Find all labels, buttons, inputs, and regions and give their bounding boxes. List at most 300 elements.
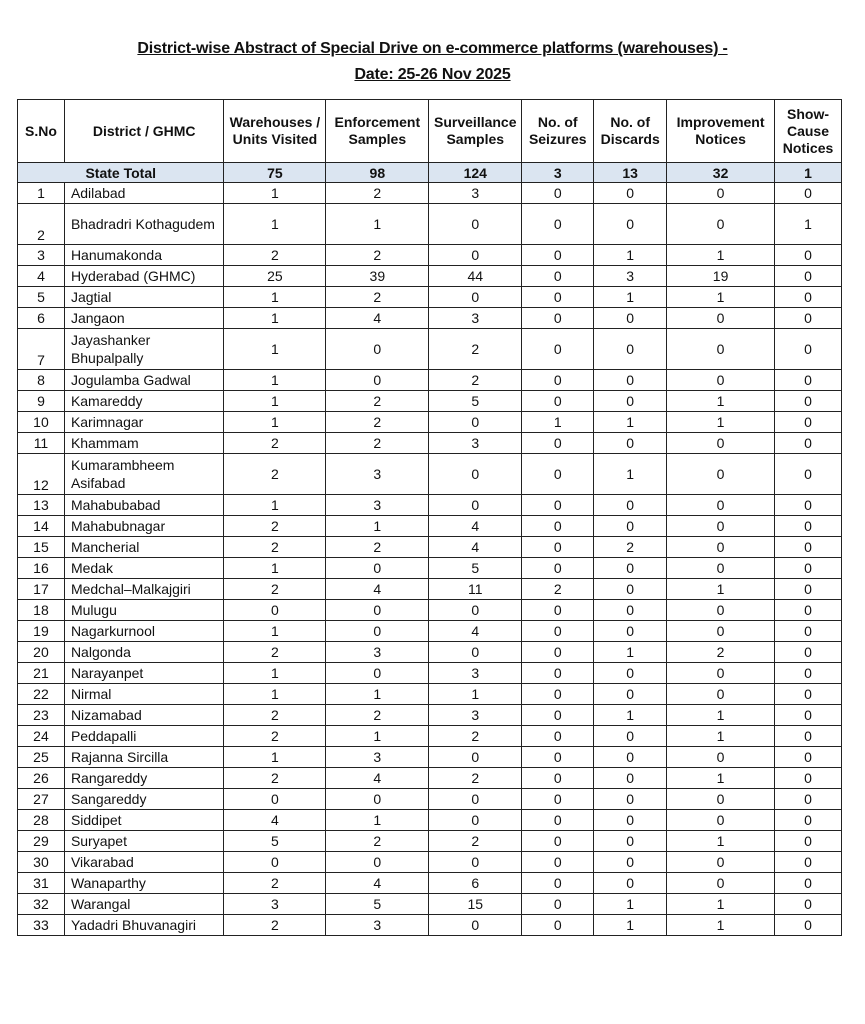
total-discards: 13 xyxy=(594,163,667,183)
cell-surveillance-samples: 44 xyxy=(429,266,522,287)
cell-show-cause-notices: 0 xyxy=(775,183,842,204)
cell-improvement-notices: 0 xyxy=(667,558,775,579)
cell-discards: 0 xyxy=(594,516,667,537)
cell-warehouses-visited: 5 xyxy=(224,831,326,852)
cell-seizures: 0 xyxy=(522,495,594,516)
cell-seizures: 0 xyxy=(522,558,594,579)
cell-improvement-notices: 0 xyxy=(667,747,775,768)
cell-seizures: 0 xyxy=(522,287,594,308)
cell-district-name: Jangaon xyxy=(64,308,224,329)
cell-warehouses-visited: 1 xyxy=(224,183,326,204)
cell-improvement-notices: 0 xyxy=(667,370,775,391)
cell-sno: 22 xyxy=(18,684,65,705)
cell-seizures: 1 xyxy=(522,412,594,433)
total-surveillance-samples: 124 xyxy=(429,163,522,183)
cell-show-cause-notices: 0 xyxy=(775,894,842,915)
cell-show-cause-notices: 1 xyxy=(775,204,842,245)
cell-enforcement-samples: 3 xyxy=(326,642,429,663)
cell-discards: 1 xyxy=(594,245,667,266)
cell-seizures: 0 xyxy=(522,831,594,852)
cell-surveillance-samples: 2 xyxy=(429,768,522,789)
cell-warehouses-visited: 1 xyxy=(224,412,326,433)
table-row xyxy=(18,621,842,642)
cell-show-cause-notices: 0 xyxy=(775,308,842,329)
table-row xyxy=(18,768,842,789)
cell-enforcement-samples: 4 xyxy=(326,768,429,789)
cell-warehouses-visited: 0 xyxy=(224,789,326,810)
cell-surveillance-samples: 0 xyxy=(429,747,522,768)
cell-surveillance-samples: 0 xyxy=(429,412,522,433)
cell-surveillance-samples: 4 xyxy=(429,537,522,558)
cell-improvement-notices: 0 xyxy=(667,433,775,454)
cell-district-name: Wanaparthy xyxy=(64,873,224,894)
cell-show-cause-notices: 0 xyxy=(775,747,842,768)
cell-seizures: 0 xyxy=(522,204,594,245)
cell-warehouses-visited: 1 xyxy=(224,287,326,308)
table-row xyxy=(18,915,842,936)
cell-seizures: 0 xyxy=(522,642,594,663)
cell-enforcement-samples: 1 xyxy=(326,726,429,747)
cell-discards: 0 xyxy=(594,726,667,747)
header-row xyxy=(18,100,842,163)
table-row xyxy=(18,558,842,579)
cell-show-cause-notices: 0 xyxy=(775,287,842,308)
cell-sno: 23 xyxy=(18,705,65,726)
cell-sno: 32 xyxy=(18,894,65,915)
cell-district-name: Kumarambheem Asifabad xyxy=(64,454,224,495)
cell-show-cause-notices: 0 xyxy=(775,684,842,705)
cell-enforcement-samples: 4 xyxy=(326,579,429,600)
cell-district-name: Rajanna Sircilla xyxy=(64,747,224,768)
cell-discards: 3 xyxy=(594,266,667,287)
cell-sno: 9 xyxy=(18,391,65,412)
cell-surveillance-samples: 2 xyxy=(429,726,522,747)
cell-surveillance-samples: 5 xyxy=(429,558,522,579)
header-sno: S.No xyxy=(18,100,65,163)
cell-improvement-notices: 1 xyxy=(667,915,775,936)
cell-seizures: 0 xyxy=(522,621,594,642)
cell-discards: 0 xyxy=(594,831,667,852)
cell-sno: 20 xyxy=(18,642,65,663)
cell-surveillance-samples: 5 xyxy=(429,391,522,412)
cell-improvement-notices: 0 xyxy=(667,537,775,558)
cell-seizures: 2 xyxy=(522,579,594,600)
total-warehouses-visited: 75 xyxy=(224,163,326,183)
cell-discards: 0 xyxy=(594,329,667,370)
cell-district-name: Karimnagar xyxy=(64,412,224,433)
cell-district-name: Siddipet xyxy=(64,810,224,831)
cell-show-cause-notices: 0 xyxy=(775,433,842,454)
cell-improvement-notices: 0 xyxy=(667,789,775,810)
cell-enforcement-samples: 5 xyxy=(326,894,429,915)
cell-seizures: 0 xyxy=(522,266,594,287)
cell-enforcement-samples: 2 xyxy=(326,412,429,433)
header-warehouses-visited: Warehouses / Units Visited xyxy=(224,100,326,163)
cell-improvement-notices: 1 xyxy=(667,391,775,412)
district-abstract-table xyxy=(17,99,842,936)
cell-surveillance-samples: 2 xyxy=(429,370,522,391)
cell-surveillance-samples: 3 xyxy=(429,308,522,329)
table-row xyxy=(18,433,842,454)
cell-district-name: Jagtial xyxy=(64,287,224,308)
cell-discards: 1 xyxy=(594,412,667,433)
title-line-2: Date: 25-26 Nov 2025 xyxy=(354,66,511,83)
header-district: District / GHMC xyxy=(64,100,224,163)
cell-warehouses-visited: 2 xyxy=(224,915,326,936)
cell-sno: 31 xyxy=(18,873,65,894)
cell-sno: 3 xyxy=(18,245,65,266)
cell-district-name: Medchal–Malkajgiri xyxy=(64,579,224,600)
cell-show-cause-notices: 0 xyxy=(775,370,842,391)
cell-district-name: Khammam xyxy=(64,433,224,454)
cell-sno: 29 xyxy=(18,831,65,852)
cell-enforcement-samples: 3 xyxy=(326,495,429,516)
cell-discards: 0 xyxy=(594,308,667,329)
cell-enforcement-samples: 2 xyxy=(326,391,429,412)
document-title xyxy=(0,36,865,88)
cell-sno: 17 xyxy=(18,579,65,600)
cell-district-name: Hanumakonda xyxy=(64,245,224,266)
cell-enforcement-samples: 4 xyxy=(326,873,429,894)
cell-sno: 1 xyxy=(18,183,65,204)
cell-show-cause-notices: 0 xyxy=(775,768,842,789)
cell-seizures: 0 xyxy=(522,245,594,266)
cell-seizures: 0 xyxy=(522,768,594,789)
cell-district-name: Medak xyxy=(64,558,224,579)
cell-warehouses-visited: 0 xyxy=(224,852,326,873)
cell-enforcement-samples: 0 xyxy=(326,600,429,621)
cell-surveillance-samples: 4 xyxy=(429,516,522,537)
cell-district-name: Bhadradri Kothagudem xyxy=(64,204,224,245)
cell-show-cause-notices: 0 xyxy=(775,705,842,726)
cell-warehouses-visited: 2 xyxy=(224,245,326,266)
cell-show-cause-notices: 0 xyxy=(775,495,842,516)
cell-improvement-notices: 0 xyxy=(667,600,775,621)
cell-improvement-notices: 0 xyxy=(667,852,775,873)
table-row xyxy=(18,600,842,621)
cell-show-cause-notices: 0 xyxy=(775,642,842,663)
cell-warehouses-visited: 2 xyxy=(224,873,326,894)
cell-discards: 1 xyxy=(594,915,667,936)
cell-improvement-notices: 0 xyxy=(667,663,775,684)
cell-warehouses-visited: 2 xyxy=(224,705,326,726)
cell-discards: 0 xyxy=(594,768,667,789)
cell-warehouses-visited: 1 xyxy=(224,370,326,391)
cell-enforcement-samples: 2 xyxy=(326,287,429,308)
cell-warehouses-visited: 2 xyxy=(224,768,326,789)
cell-show-cause-notices: 0 xyxy=(775,663,842,684)
cell-surveillance-samples: 0 xyxy=(429,245,522,266)
cell-warehouses-visited: 2 xyxy=(224,537,326,558)
table-row xyxy=(18,705,842,726)
table-row xyxy=(18,831,842,852)
cell-discards: 0 xyxy=(594,391,667,412)
cell-improvement-notices: 1 xyxy=(667,894,775,915)
table-row xyxy=(18,329,842,370)
cell-warehouses-visited: 1 xyxy=(224,308,326,329)
cell-sno: 30 xyxy=(18,852,65,873)
cell-warehouses-visited: 3 xyxy=(224,894,326,915)
cell-warehouses-visited: 1 xyxy=(224,663,326,684)
cell-enforcement-samples: 1 xyxy=(326,204,429,245)
table-row xyxy=(18,287,842,308)
cell-seizures: 0 xyxy=(522,894,594,915)
cell-sno: 21 xyxy=(18,663,65,684)
cell-show-cause-notices: 0 xyxy=(775,329,842,370)
header-discards: No. of Discards xyxy=(594,100,667,163)
cell-enforcement-samples: 0 xyxy=(326,621,429,642)
cell-discards: 0 xyxy=(594,204,667,245)
cell-warehouses-visited: 1 xyxy=(224,204,326,245)
cell-district-name: Mulugu xyxy=(64,600,224,621)
state-total-row xyxy=(18,163,842,183)
cell-enforcement-samples: 2 xyxy=(326,705,429,726)
cell-surveillance-samples: 2 xyxy=(429,329,522,370)
table-row xyxy=(18,183,842,204)
cell-sno: 27 xyxy=(18,789,65,810)
table-row xyxy=(18,810,842,831)
cell-district-name: Yadadri Bhuvanagiri xyxy=(64,915,224,936)
cell-seizures: 0 xyxy=(522,391,594,412)
cell-improvement-notices: 0 xyxy=(667,873,775,894)
cell-show-cause-notices: 0 xyxy=(775,391,842,412)
cell-improvement-notices: 0 xyxy=(667,516,775,537)
cell-warehouses-visited: 4 xyxy=(224,810,326,831)
cell-improvement-notices: 0 xyxy=(667,329,775,370)
cell-enforcement-samples: 1 xyxy=(326,810,429,831)
cell-sno: 12 xyxy=(18,454,65,495)
cell-district-name: Mahabubnagar xyxy=(64,516,224,537)
cell-district-name: Peddapalli xyxy=(64,726,224,747)
cell-show-cause-notices: 0 xyxy=(775,873,842,894)
cell-seizures: 0 xyxy=(522,433,594,454)
cell-district-name: Nalgonda xyxy=(64,642,224,663)
cell-show-cause-notices: 0 xyxy=(775,852,842,873)
cell-improvement-notices: 0 xyxy=(667,495,775,516)
cell-improvement-notices: 0 xyxy=(667,308,775,329)
cell-improvement-notices: 1 xyxy=(667,705,775,726)
cell-surveillance-samples: 0 xyxy=(429,454,522,495)
cell-warehouses-visited: 0 xyxy=(224,600,326,621)
cell-improvement-notices: 2 xyxy=(667,642,775,663)
cell-surveillance-samples: 3 xyxy=(429,433,522,454)
cell-discards: 0 xyxy=(594,621,667,642)
cell-enforcement-samples: 0 xyxy=(326,852,429,873)
cell-improvement-notices: 0 xyxy=(667,454,775,495)
cell-enforcement-samples: 0 xyxy=(326,370,429,391)
table-row xyxy=(18,663,842,684)
cell-district-name: Nagarkurnool xyxy=(64,621,224,642)
cell-surveillance-samples: 0 xyxy=(429,287,522,308)
cell-surveillance-samples: 0 xyxy=(429,495,522,516)
cell-sno: 28 xyxy=(18,810,65,831)
cell-surveillance-samples: 15 xyxy=(429,894,522,915)
cell-enforcement-samples: 0 xyxy=(326,329,429,370)
cell-enforcement-samples: 2 xyxy=(326,433,429,454)
cell-district-name: Rangareddy xyxy=(64,768,224,789)
cell-enforcement-samples: 1 xyxy=(326,516,429,537)
cell-warehouses-visited: 1 xyxy=(224,391,326,412)
cell-seizures: 0 xyxy=(522,600,594,621)
cell-sno: 8 xyxy=(18,370,65,391)
state-total-label: State Total xyxy=(18,163,224,183)
cell-seizures: 0 xyxy=(522,684,594,705)
cell-surveillance-samples: 3 xyxy=(429,663,522,684)
cell-discards: 0 xyxy=(594,370,667,391)
header-seizures: No. of Seizures xyxy=(522,100,594,163)
cell-warehouses-visited: 1 xyxy=(224,621,326,642)
cell-surveillance-samples: 6 xyxy=(429,873,522,894)
table-row xyxy=(18,579,842,600)
cell-improvement-notices: 1 xyxy=(667,726,775,747)
cell-discards: 1 xyxy=(594,454,667,495)
cell-sno: 26 xyxy=(18,768,65,789)
cell-seizures: 0 xyxy=(522,329,594,370)
cell-sno: 7 xyxy=(18,329,65,370)
cell-sno: 14 xyxy=(18,516,65,537)
cell-sno: 33 xyxy=(18,915,65,936)
cell-surveillance-samples: 0 xyxy=(429,642,522,663)
cell-show-cause-notices: 0 xyxy=(775,412,842,433)
cell-discards: 0 xyxy=(594,433,667,454)
total-show-cause-notices: 1 xyxy=(775,163,842,183)
cell-warehouses-visited: 2 xyxy=(224,433,326,454)
cell-enforcement-samples: 2 xyxy=(326,245,429,266)
cell-discards: 0 xyxy=(594,558,667,579)
table-row xyxy=(18,852,842,873)
table-row xyxy=(18,204,842,245)
cell-show-cause-notices: 0 xyxy=(775,537,842,558)
cell-seizures: 0 xyxy=(522,810,594,831)
cell-improvement-notices: 1 xyxy=(667,412,775,433)
cell-improvement-notices: 0 xyxy=(667,183,775,204)
cell-enforcement-samples: 3 xyxy=(326,747,429,768)
cell-surveillance-samples: 11 xyxy=(429,579,522,600)
cell-warehouses-visited: 1 xyxy=(224,495,326,516)
cell-sno: 4 xyxy=(18,266,65,287)
cell-district-name: Mahabubabad xyxy=(64,495,224,516)
cell-sno: 10 xyxy=(18,412,65,433)
cell-surveillance-samples: 3 xyxy=(429,705,522,726)
cell-sno: 19 xyxy=(18,621,65,642)
cell-improvement-notices: 1 xyxy=(667,831,775,852)
cell-seizures: 0 xyxy=(522,537,594,558)
cell-show-cause-notices: 0 xyxy=(775,621,842,642)
cell-district-name: Mancherial xyxy=(64,537,224,558)
cell-show-cause-notices: 0 xyxy=(775,831,842,852)
cell-show-cause-notices: 0 xyxy=(775,266,842,287)
table-row xyxy=(18,642,842,663)
table-row xyxy=(18,370,842,391)
cell-discards: 0 xyxy=(594,495,667,516)
cell-enforcement-samples: 0 xyxy=(326,558,429,579)
cell-district-name: Jogulamba Gadwal xyxy=(64,370,224,391)
cell-district-name: Vikarabad xyxy=(64,852,224,873)
cell-improvement-notices: 0 xyxy=(667,684,775,705)
cell-improvement-notices: 0 xyxy=(667,204,775,245)
cell-seizures: 0 xyxy=(522,915,594,936)
cell-improvement-notices: 0 xyxy=(667,810,775,831)
cell-show-cause-notices: 0 xyxy=(775,245,842,266)
cell-improvement-notices: 1 xyxy=(667,768,775,789)
cell-discards: 0 xyxy=(594,579,667,600)
cell-discards: 1 xyxy=(594,705,667,726)
cell-surveillance-samples: 3 xyxy=(429,183,522,204)
cell-district-name: Kamareddy xyxy=(64,391,224,412)
cell-discards: 0 xyxy=(594,600,667,621)
cell-surveillance-samples: 0 xyxy=(429,789,522,810)
cell-sno: 13 xyxy=(18,495,65,516)
cell-show-cause-notices: 0 xyxy=(775,600,842,621)
cell-district-name: Nirmal xyxy=(64,684,224,705)
cell-discards: 0 xyxy=(594,684,667,705)
header-improvement-notices: Improvement Notices xyxy=(667,100,775,163)
cell-sno: 6 xyxy=(18,308,65,329)
cell-discards: 1 xyxy=(594,642,667,663)
table-row xyxy=(18,537,842,558)
cell-sno: 11 xyxy=(18,433,65,454)
cell-seizures: 0 xyxy=(522,516,594,537)
cell-seizures: 0 xyxy=(522,726,594,747)
cell-discards: 0 xyxy=(594,747,667,768)
cell-show-cause-notices: 0 xyxy=(775,726,842,747)
table-row xyxy=(18,789,842,810)
cell-enforcement-samples: 1 xyxy=(326,684,429,705)
table-row xyxy=(18,516,842,537)
table-row xyxy=(18,308,842,329)
cell-surveillance-samples: 2 xyxy=(429,831,522,852)
cell-surveillance-samples: 0 xyxy=(429,915,522,936)
cell-discards: 1 xyxy=(594,287,667,308)
cell-show-cause-notices: 0 xyxy=(775,810,842,831)
cell-improvement-notices: 1 xyxy=(667,245,775,266)
cell-seizures: 0 xyxy=(522,747,594,768)
cell-show-cause-notices: 0 xyxy=(775,789,842,810)
cell-show-cause-notices: 0 xyxy=(775,516,842,537)
cell-enforcement-samples: 4 xyxy=(326,308,429,329)
cell-sno: 2 xyxy=(18,204,65,245)
cell-discards: 2 xyxy=(594,537,667,558)
cell-warehouses-visited: 2 xyxy=(224,454,326,495)
table-row xyxy=(18,684,842,705)
cell-discards: 1 xyxy=(594,894,667,915)
cell-district-name: Warangal xyxy=(64,894,224,915)
cell-warehouses-visited: 1 xyxy=(224,684,326,705)
cell-warehouses-visited: 2 xyxy=(224,579,326,600)
cell-show-cause-notices: 0 xyxy=(775,558,842,579)
table-row xyxy=(18,894,842,915)
cell-warehouses-visited: 1 xyxy=(224,329,326,370)
cell-seizures: 0 xyxy=(522,370,594,391)
cell-seizures: 0 xyxy=(522,454,594,495)
cell-discards: 0 xyxy=(594,810,667,831)
cell-show-cause-notices: 0 xyxy=(775,915,842,936)
table-row xyxy=(18,495,842,516)
table-row xyxy=(18,747,842,768)
cell-discards: 0 xyxy=(594,183,667,204)
cell-enforcement-samples: 0 xyxy=(326,789,429,810)
table-row xyxy=(18,391,842,412)
title-line-1: District-wise Abstract of Special Drive on e-commerce platforms (warehouses) - xyxy=(137,40,728,57)
cell-enforcement-samples: 0 xyxy=(326,663,429,684)
total-improvement-notices: 32 xyxy=(667,163,775,183)
cell-seizures: 0 xyxy=(522,789,594,810)
cell-district-name: Sangareddy xyxy=(64,789,224,810)
total-seizures: 3 xyxy=(522,163,594,183)
cell-sno: 16 xyxy=(18,558,65,579)
table-row xyxy=(18,454,842,495)
cell-enforcement-samples: 39 xyxy=(326,266,429,287)
